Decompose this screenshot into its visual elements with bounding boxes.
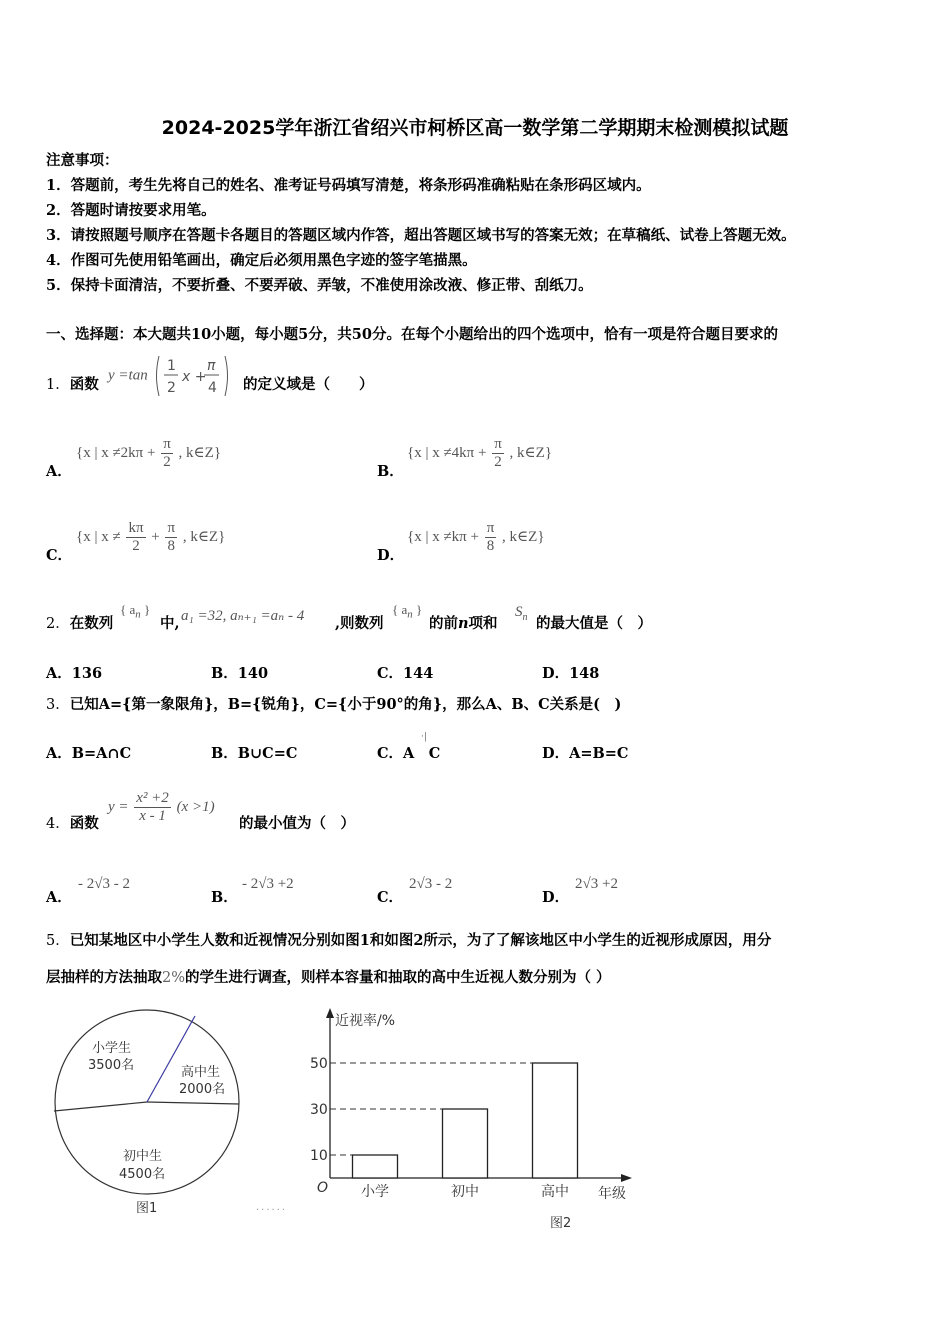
q4-cond: (x >1)	[176, 798, 215, 815]
pie-count-high: 2000名	[179, 1082, 226, 1097]
expr: {x | x ≠kπ +	[407, 528, 479, 545]
q5-line1: 已知某地区中小学生人数和近视情况分别如图1和如图2所示，为了了解该地区中小学生的近视形成原因，用分	[69, 932, 772, 949]
y-axis-label: 近视率/%	[335, 1013, 396, 1029]
x-axis-label: 年级	[598, 1186, 626, 1202]
expr: , k∈Z}	[509, 444, 553, 461]
origin-label: O	[317, 1180, 329, 1196]
S: S	[515, 604, 523, 620]
q2-option-c[interactable]	[377, 662, 433, 683]
frac-num: π	[163, 436, 171, 452]
pie-label-middle: 初中生	[123, 1149, 163, 1164]
q4-option-b[interactable]: - 2√3 +2	[242, 876, 294, 892]
option-label: B．	[211, 745, 238, 762]
question-number: 5．	[46, 933, 70, 949]
option-label: B．	[377, 463, 404, 480]
seq-sub: n	[135, 608, 141, 621]
option-value: B∪C=C	[237, 745, 298, 762]
notice-item: 2．答题时请按要求用笔。	[46, 202, 216, 219]
y-axis-arrow-icon	[326, 1008, 334, 1018]
question-5	[46, 931, 771, 951]
q1-lhs: y =tan	[108, 367, 148, 384]
question-number: 2．	[46, 616, 70, 632]
option-label: D．	[377, 547, 405, 564]
x-axis-arrow-icon	[621, 1174, 632, 1182]
option-label: D．	[542, 665, 570, 682]
option-label: A．	[46, 665, 72, 682]
option-value: 148	[569, 665, 600, 682]
pie-count-middle: 4500名	[119, 1167, 166, 1182]
q4-lhs: y =	[108, 799, 129, 815]
bar-chart-figure-2	[305, 1005, 645, 1231]
y-tick-label: 30	[310, 1102, 328, 1118]
question-number: 3．	[46, 697, 70, 713]
q2-text5: 项和	[468, 615, 498, 632]
q2-option-b[interactable]	[211, 662, 268, 683]
frac-den: 2	[494, 454, 502, 470]
svg-text:1: 1	[166, 358, 176, 374]
frac-den: 8	[167, 538, 176, 554]
q3-option-b[interactable]	[211, 742, 297, 763]
q5-line2a: 层抽样的方法抽取	[46, 969, 162, 986]
q4-option-c[interactable]: 2√3 - 2	[409, 876, 453, 892]
svg-text:x +: x +	[181, 369, 207, 385]
expr: {x | x ≠	[76, 528, 121, 545]
frac-den: 2	[132, 538, 140, 554]
y-tick-label: 10	[310, 1148, 328, 1164]
seq: { a	[120, 602, 136, 617]
q5-pct: 2%	[162, 970, 186, 986]
q2-text4a: 的前	[429, 615, 458, 632]
notice-item: 5．保持卡面清洁，不要折叠、不要弄破、弄皱，不准使用涂改液、修正带、刮纸刀。	[46, 277, 593, 294]
option-value: A=B=C	[569, 745, 629, 762]
frac-num: π	[494, 436, 502, 452]
q2-n: n	[458, 615, 469, 632]
x-tick-label: 高中	[541, 1184, 569, 1200]
q4-option-d[interactable]: 2√3 +2	[575, 876, 618, 892]
q2-S	[515, 604, 528, 623]
question-1	[46, 375, 99, 395]
question-number: 4．	[46, 816, 70, 832]
seq-sub: n	[407, 608, 413, 621]
frac-den: x - 1	[139, 808, 166, 824]
q2-option-d[interactable]	[542, 662, 599, 683]
frac-num: π	[167, 520, 176, 536]
S-sub: n	[522, 612, 528, 623]
option-value: B=A∩C	[71, 745, 132, 762]
seq-end: }	[412, 602, 423, 617]
q1-paren-expr	[153, 352, 233, 400]
frac-num: x² +2	[136, 790, 169, 806]
x-tick-label: 初中	[451, 1184, 479, 1200]
q3-option-c[interactable]	[377, 742, 440, 763]
q4-formula	[108, 790, 215, 825]
q3-option-a[interactable]	[46, 742, 131, 763]
svg-text:2: 2	[166, 380, 176, 396]
question-2	[46, 614, 113, 634]
q4-option-a[interactable]: - 2√3 - 2	[78, 876, 130, 892]
expr: , k∈Z}	[178, 444, 222, 461]
page-title: 2024-2025学年浙江省绍兴市柯桥区高一数学第二学期期末检测模拟试题	[161, 117, 789, 139]
q1-option-b[interactable]	[407, 436, 552, 471]
expr: , k∈Z}	[182, 528, 226, 545]
option-label: B．	[211, 889, 238, 906]
q2-text4	[429, 614, 498, 634]
question-number: 1．	[46, 377, 70, 393]
subset-mark-icon: ·|	[421, 732, 427, 742]
q3-text: 已知A={第一象限角}，B={锐角}，C={小于90°的角}，那么A、B、C关系是( )	[69, 696, 622, 713]
bar-初中	[443, 1109, 488, 1178]
option-label: C．	[46, 547, 73, 564]
q2-seq-2	[392, 602, 422, 621]
q2-option-a[interactable]	[46, 662, 102, 683]
option-value: 144	[403, 665, 434, 682]
q1-option-d[interactable]	[407, 520, 545, 555]
pie-caption: 图1	[136, 1201, 158, 1216]
option-label: A．	[46, 745, 72, 762]
pie-count-elementary: 3500名	[88, 1058, 135, 1073]
q2-condition: a₁ =32, aₙ₊₁ =aₙ - 4	[181, 608, 305, 624]
question-3	[46, 695, 621, 715]
svg-text:4: 4	[207, 380, 217, 396]
option-label: D．	[542, 745, 570, 762]
option-label: C．	[377, 665, 404, 682]
pie-label-elementary: 小学生	[92, 1041, 132, 1056]
expr: {x | x ≠2kπ +	[76, 444, 156, 461]
dotted-separator: ······	[256, 1205, 288, 1216]
question-4	[46, 814, 99, 834]
frac-num: π	[486, 520, 495, 536]
q2-text3: ,则数列	[335, 615, 384, 632]
bar-高中	[533, 1063, 578, 1178]
q5-line2	[46, 968, 611, 988]
pie-chart-figure-1	[45, 1010, 250, 1220]
option-label: C．	[377, 889, 404, 906]
q1-pre: 函数	[69, 376, 99, 393]
notice-item: 4．作图可先使用铅笔画出，确定后必须用黑色字迹的签字笔描黑。	[46, 252, 477, 269]
q1-option-a[interactable]	[76, 436, 221, 471]
frac-den: 2	[163, 454, 171, 470]
q2-text6: 的最大值是（ ）	[536, 615, 652, 632]
option-label: A．	[46, 889, 72, 906]
option-label: C．	[377, 745, 404, 762]
notice-item: 3．请按照题号顺序在答题卡各题目的答题区域内作答，超出答题区域书写的答案无效；在草稿纸、试卷上答题无效。	[46, 227, 796, 244]
frac-num: kπ	[128, 520, 144, 536]
x-tick-label: 小学	[361, 1184, 389, 1200]
q4-post: 的最小值为（ ）	[239, 815, 355, 832]
option-value: A C	[403, 745, 441, 762]
option-value: 136	[71, 665, 103, 682]
q5-line2b: 的学生进行调查，则样本容量和抽取的高中生近视人数分别为（ ）	[185, 969, 611, 986]
q2-text2: 中,	[160, 615, 180, 632]
expr: +	[151, 528, 160, 545]
bar-caption: 图2	[550, 1216, 572, 1231]
pie-label-high: 高中生	[181, 1065, 221, 1080]
seq: { a	[392, 602, 408, 617]
notice-item: 1．答题前，考生先将自己的姓名、准考证号码填写清楚，将条形码准确粘贴在条形码区域内。	[46, 177, 651, 194]
q4-pre: 函数	[69, 815, 99, 832]
seq-end: }	[140, 602, 151, 617]
q2-seq-1	[120, 602, 150, 621]
option-label: B．	[211, 665, 238, 682]
q3-option-d[interactable]	[542, 742, 628, 763]
q1-option-c[interactable]	[76, 520, 225, 555]
frac-den: 8	[486, 538, 495, 554]
notice-heading: 注意事项：	[46, 152, 119, 169]
bar-小学	[353, 1155, 398, 1178]
option-label: A．	[46, 463, 72, 480]
q1-post: 的定义域是（ ）	[243, 376, 374, 393]
q1-formula	[108, 352, 233, 400]
y-tick-label: 50	[310, 1056, 328, 1072]
option-label: D．	[542, 889, 570, 906]
section-heading: 一、选择题：本大题共10小题，每小题5分，共50分。在每个小题给出的四个选项中，恰有一项是符合题目要求的	[46, 326, 778, 343]
expr: {x | x ≠4kπ +	[407, 444, 487, 461]
expr: , k∈Z}	[502, 528, 545, 545]
q2-text: 在数列	[69, 615, 114, 632]
option-value: 140	[237, 665, 269, 682]
svg-text:π: π	[206, 358, 216, 374]
